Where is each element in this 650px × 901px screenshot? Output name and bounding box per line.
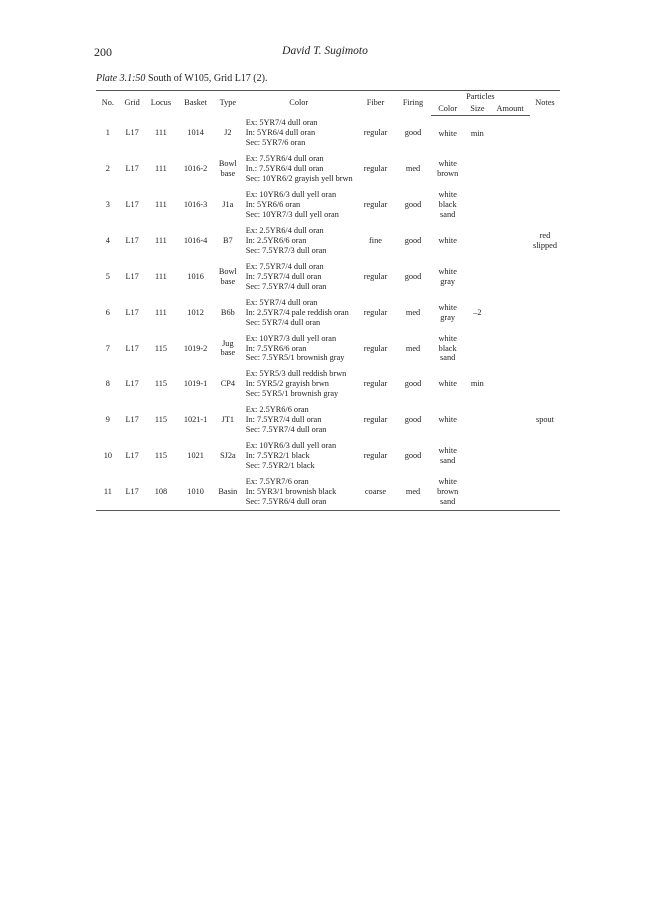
cell-particles-size bbox=[465, 474, 491, 510]
cell-particles-amount bbox=[490, 151, 530, 187]
cell-firing: med bbox=[405, 307, 421, 317]
cell-particles-color-line: brown bbox=[437, 169, 459, 179]
cell-type-lines bbox=[217, 267, 239, 287]
cell-color-line: Ex: 5YR5/3 dull reddish brwn bbox=[245, 369, 347, 379]
cell-fiber: regular bbox=[363, 379, 388, 389]
cell-color-line: Sec: 10YR6/2 grayish yell brwn bbox=[245, 174, 353, 184]
cell-type bbox=[214, 259, 242, 295]
cell-particles-color-line: sand bbox=[440, 496, 456, 506]
cell-color-lines bbox=[246, 118, 353, 148]
cell-particles-color-line: white bbox=[438, 302, 457, 312]
cell-color-line: Ex: 7.5YR7/4 dull oran bbox=[245, 261, 324, 271]
cell-particles-color-line: black bbox=[438, 200, 457, 210]
header-color: Color bbox=[242, 91, 356, 116]
cell-notes bbox=[530, 438, 560, 474]
cell-particles-color-line: brown bbox=[437, 486, 459, 496]
plate-caption bbox=[96, 73, 267, 84]
cell-particles-size: min bbox=[470, 379, 484, 389]
cell-color-lines bbox=[246, 154, 353, 184]
cell-color-lines bbox=[246, 477, 353, 507]
cell-notes-line: slipped bbox=[533, 240, 557, 250]
table-row bbox=[96, 474, 560, 510]
cell-type-line: base bbox=[220, 276, 236, 286]
cell-type-lines bbox=[217, 159, 239, 179]
cell-particles-color bbox=[431, 187, 465, 223]
cell-color-lines bbox=[246, 298, 353, 328]
cell-color-line: In: 7.5YR7/4 dull oran bbox=[245, 415, 322, 425]
cell-particles-color-line: white bbox=[438, 235, 457, 245]
table-row bbox=[96, 295, 560, 331]
cell-color-line: Sec: 7.5YR6/4 dull oran bbox=[245, 496, 327, 506]
cell-particles-color-lines bbox=[434, 379, 462, 389]
cell-color-lines bbox=[246, 441, 353, 471]
cell-color-line: In: 5YR5/2 grayish brwn bbox=[245, 379, 329, 389]
running-head: David T. Sugimoto bbox=[282, 45, 368, 57]
cell-basket: 1021-1 bbox=[183, 415, 208, 425]
header-particles: Particles bbox=[431, 91, 530, 103]
cell-type-lines bbox=[217, 128, 239, 138]
cell-color bbox=[242, 259, 356, 295]
cell-particles-color-lines bbox=[434, 236, 462, 246]
cell-no: 2 bbox=[105, 164, 110, 174]
cell-particles-color-line: white bbox=[438, 477, 457, 486]
cell-type bbox=[214, 223, 242, 259]
cell-color-line: Ex: 5YR7/4 dull oran bbox=[245, 297, 318, 307]
cell-type bbox=[214, 295, 242, 331]
cell-firing: good bbox=[404, 451, 422, 461]
table-row bbox=[96, 187, 560, 223]
cell-particles-amount bbox=[490, 438, 530, 474]
cell-fiber: regular bbox=[363, 451, 388, 461]
cell-fiber: regular bbox=[363, 128, 388, 138]
cell-grid: L17 bbox=[125, 415, 139, 425]
cell-particles-amount bbox=[490, 115, 530, 151]
cell-particles-size bbox=[465, 151, 491, 187]
cell-locus: 115 bbox=[154, 451, 167, 461]
table-row bbox=[96, 115, 560, 151]
cell-type-line: SJ2a bbox=[219, 451, 236, 461]
cell-no: 10 bbox=[103, 451, 113, 461]
cell-particles-size bbox=[465, 402, 491, 438]
cell-particles-color-line: sand bbox=[440, 210, 456, 220]
cell-type-line: Basin bbox=[218, 486, 238, 496]
cell-color-lines bbox=[246, 369, 353, 399]
plate-caption-text: South of W105, Grid L17 (2). bbox=[145, 73, 268, 84]
table-row bbox=[96, 151, 560, 187]
cell-particles-color bbox=[431, 295, 465, 331]
cell-grid: L17 bbox=[125, 271, 139, 281]
cell-fiber: regular bbox=[363, 200, 388, 210]
cell-notes bbox=[530, 259, 560, 295]
cell-particles-size: min bbox=[470, 128, 484, 138]
cell-locus: 115 bbox=[154, 415, 167, 425]
cell-particles-color-lines bbox=[434, 334, 462, 364]
cell-no: 7 bbox=[105, 343, 110, 353]
cell-particles-amount bbox=[490, 474, 530, 510]
header-particles-amount: Amount bbox=[490, 103, 530, 115]
cell-particles-color-lines bbox=[434, 267, 462, 287]
header-no: No. bbox=[96, 91, 120, 116]
cell-fiber: regular bbox=[363, 307, 388, 317]
cell-no: 5 bbox=[105, 271, 110, 281]
cell-color-line: Sec: 10YR7/3 dull yell oran bbox=[245, 210, 339, 220]
cell-fiber: fine bbox=[369, 235, 382, 245]
cell-color-line: In.: 7.5YR6/4 dull oran bbox=[245, 164, 324, 174]
cell-type-line: base bbox=[220, 348, 236, 358]
cell-type-lines bbox=[217, 379, 239, 389]
pottery-table bbox=[96, 90, 560, 511]
cell-type-lines bbox=[217, 236, 239, 246]
cell-type-line: CP4 bbox=[220, 379, 235, 389]
cell-type-line: B7 bbox=[222, 235, 233, 245]
table-row bbox=[96, 402, 560, 438]
cell-notes bbox=[530, 187, 560, 223]
table-row bbox=[96, 366, 560, 402]
cell-particles-size bbox=[465, 223, 491, 259]
cell-color-line: In: 5YR3/1 brownish black bbox=[245, 486, 337, 496]
cell-particles-color bbox=[431, 259, 465, 295]
cell-color bbox=[242, 331, 356, 367]
cell-color-line: In: 7.5YR6/6 oran bbox=[245, 343, 307, 353]
cell-basket: 1019-2 bbox=[183, 343, 208, 353]
cell-firing: good bbox=[404, 128, 422, 138]
cell-type bbox=[214, 187, 242, 223]
header-firing: Firing bbox=[395, 91, 431, 116]
cell-particles-color bbox=[431, 331, 465, 367]
cell-color bbox=[242, 474, 356, 510]
cell-color-line: Sec: 5YR7/4 dull oran bbox=[245, 317, 321, 327]
cell-color-line: In: 5YR6/6 oran bbox=[245, 200, 301, 210]
cell-color-line: Ex: 7.5YR6/4 dull oran bbox=[245, 154, 324, 164]
cell-particles-color-line: white bbox=[438, 333, 457, 343]
cell-particles-color bbox=[431, 151, 465, 187]
cell-firing: med bbox=[405, 164, 421, 174]
cell-no: 9 bbox=[105, 415, 110, 425]
cell-firing: good bbox=[404, 200, 422, 210]
header-basket: Basket bbox=[177, 91, 214, 116]
cell-notes bbox=[530, 295, 560, 331]
cell-particles-amount bbox=[490, 331, 530, 367]
cell-type bbox=[214, 331, 242, 367]
cell-no: 1 bbox=[105, 128, 110, 138]
cell-color-line: Sec: 7.5YR2/1 black bbox=[245, 461, 315, 471]
cell-firing: med bbox=[405, 343, 421, 353]
cell-notes-lines bbox=[533, 415, 557, 425]
cell-notes bbox=[530, 115, 560, 151]
cell-color-line: Ex: 10YR7/3 dull yell oran bbox=[245, 333, 337, 343]
cell-basket: 1016-2 bbox=[183, 164, 208, 174]
cell-color-line: Sec: 7.5YR7/4 dull oran bbox=[245, 281, 327, 291]
cell-color bbox=[242, 115, 356, 151]
cell-particles-color-lines bbox=[434, 477, 462, 507]
cell-type-line: JT1 bbox=[221, 415, 235, 425]
cell-notes bbox=[530, 402, 560, 438]
cell-particles-color-line: white bbox=[438, 159, 457, 169]
cell-particles-color-lines bbox=[434, 415, 462, 425]
cell-particles-color-line: black bbox=[438, 343, 457, 353]
cell-notes bbox=[530, 223, 560, 259]
cell-color bbox=[242, 366, 356, 402]
cell-particles-size bbox=[465, 187, 491, 223]
cell-color-lines bbox=[246, 405, 353, 435]
cell-grid: L17 bbox=[125, 164, 139, 174]
cell-color-line: Sec: 7.5YR5/1 brownish gray bbox=[245, 353, 345, 363]
cell-color-line: In: 2.5YR7/4 pale reddish oran bbox=[245, 307, 349, 317]
cell-particles-color-line: white bbox=[438, 190, 457, 200]
cell-type-line: Jug bbox=[222, 338, 234, 348]
cell-color-line: Sec: 7.5YR7/3 dull oran bbox=[245, 245, 327, 255]
cell-locus: 115 bbox=[154, 343, 167, 353]
cell-locus: 115 bbox=[154, 379, 167, 389]
cell-particles-color-line: white bbox=[438, 446, 457, 456]
cell-basket: 1012 bbox=[187, 307, 204, 317]
cell-particles-size bbox=[465, 331, 491, 367]
cell-color bbox=[242, 402, 356, 438]
header-particles-color: Color bbox=[431, 103, 465, 115]
cell-particles-color bbox=[431, 474, 465, 510]
cell-particles-color bbox=[431, 115, 465, 151]
header-grid: Grid bbox=[120, 91, 145, 116]
cell-fiber: regular bbox=[363, 271, 388, 281]
cell-grid: L17 bbox=[125, 235, 139, 245]
cell-color-line: Ex: 5YR7/4 dull oran bbox=[245, 118, 318, 128]
cell-color-line: In: 7.5YR2/1 black bbox=[245, 451, 310, 461]
table-row bbox=[96, 259, 560, 295]
cell-locus: 111 bbox=[155, 164, 167, 174]
cell-type-line: base bbox=[220, 169, 236, 179]
cell-type bbox=[214, 115, 242, 151]
cell-locus: 111 bbox=[155, 271, 167, 281]
cell-grid: L17 bbox=[125, 307, 139, 317]
cell-type-line: Bowl bbox=[218, 266, 237, 276]
cell-basket: 1014 bbox=[187, 128, 204, 138]
page-number: 200 bbox=[94, 45, 112, 59]
cell-color bbox=[242, 223, 356, 259]
cell-basket: 1010 bbox=[177, 474, 214, 510]
cell-notes-lines bbox=[533, 231, 557, 251]
cell-color-line: Ex: 10YR6/3 dull yell oran bbox=[245, 441, 337, 451]
cell-type bbox=[214, 402, 242, 438]
cell-type-line: B6b bbox=[220, 307, 235, 317]
cell-particles-size: –2 bbox=[473, 307, 482, 317]
cell-particles-color-line: white bbox=[438, 128, 457, 138]
cell-type-lines bbox=[217, 308, 239, 318]
cell-particles-amount bbox=[490, 295, 530, 331]
cell-particles-color bbox=[431, 438, 465, 474]
cell-firing: good bbox=[404, 415, 422, 425]
cell-notes-line: red bbox=[539, 230, 551, 240]
header-particles-size: Size bbox=[465, 103, 491, 115]
cell-locus: 111 bbox=[155, 307, 167, 317]
cell-notes bbox=[530, 151, 560, 187]
cell-basket: 1019-1 bbox=[183, 379, 208, 389]
cell-particles-color-line: sand bbox=[440, 456, 456, 466]
cell-no: 3 bbox=[105, 200, 110, 210]
cell-color-line: In: 7.5YR7/4 dull oran bbox=[245, 271, 322, 281]
cell-color-line: In: 2.5YR6/6 oran bbox=[245, 235, 307, 245]
cell-type bbox=[214, 366, 242, 402]
cell-type-lines bbox=[217, 487, 239, 497]
cell-color-line: In: 5YR6/4 dull oran bbox=[245, 128, 316, 138]
cell-locus: 111 bbox=[155, 235, 167, 245]
cell-color-line: Ex: 10YR6/3 dull yell oran bbox=[245, 190, 337, 200]
cell-color-line: Sec: 5YR5/1 brownish gray bbox=[245, 389, 339, 399]
cell-no: 11 bbox=[96, 474, 120, 510]
cell-firing: good bbox=[404, 235, 422, 245]
cell-type-lines bbox=[217, 339, 239, 359]
cell-color-line: Sec: 5YR7/6 oran bbox=[245, 138, 306, 148]
cell-type bbox=[214, 474, 242, 510]
cell-color bbox=[242, 438, 356, 474]
cell-particles-color-lines bbox=[434, 159, 462, 179]
cell-type-lines bbox=[217, 200, 239, 210]
cell-particles-color bbox=[431, 223, 465, 259]
cell-locus: 111 bbox=[155, 128, 167, 138]
cell-grid: L17 bbox=[125, 128, 139, 138]
cell-no: 4 bbox=[105, 235, 110, 245]
cell-particles-color-lines bbox=[434, 446, 462, 466]
header-type: Type bbox=[214, 91, 242, 116]
cell-particles-color-line: gray bbox=[440, 312, 456, 322]
cell-particles-color-line: white bbox=[438, 266, 457, 276]
cell-type-line: J2 bbox=[224, 128, 232, 138]
cell-firing: good bbox=[404, 379, 422, 389]
cell-color-lines bbox=[246, 334, 353, 364]
cell-color-lines bbox=[246, 262, 353, 292]
cell-fiber: regular bbox=[363, 164, 388, 174]
cell-particles-color-line: gray bbox=[440, 276, 456, 286]
cell-grid: L17 bbox=[125, 379, 139, 389]
cell-particles-size bbox=[465, 438, 491, 474]
cell-firing: med bbox=[395, 474, 431, 510]
cell-particles-amount bbox=[490, 366, 530, 402]
plate-id: Plate 3.1:50 bbox=[96, 73, 146, 84]
cell-firing: good bbox=[404, 271, 422, 281]
cell-color-line: Ex: 7.5YR7/6 oran bbox=[245, 477, 309, 486]
cell-no: 8 bbox=[105, 379, 110, 389]
table-row bbox=[96, 331, 560, 367]
cell-particles-color-line: white bbox=[438, 415, 457, 425]
cell-type bbox=[214, 438, 242, 474]
cell-particles-color bbox=[431, 402, 465, 438]
cell-color-line: Sec: 7.5YR7/4 dull oran bbox=[245, 425, 327, 435]
cell-particles-size bbox=[465, 259, 491, 295]
table-row bbox=[96, 438, 560, 474]
cell-particles-amount bbox=[490, 187, 530, 223]
cell-type-line: Bowl bbox=[218, 159, 237, 169]
cell-no: 6 bbox=[105, 307, 110, 317]
cell-basket: 1016-4 bbox=[183, 235, 208, 245]
cell-particles-color-line: sand bbox=[440, 353, 456, 363]
cell-basket: 1016-3 bbox=[183, 200, 208, 210]
cell-color bbox=[242, 187, 356, 223]
cell-notes bbox=[530, 331, 560, 367]
header-fiber: Fiber bbox=[356, 91, 396, 116]
cell-color-lines bbox=[246, 190, 353, 220]
cell-notes-line: spout bbox=[535, 415, 554, 425]
cell-particles-color-lines bbox=[434, 129, 462, 139]
table-row bbox=[96, 223, 560, 259]
cell-locus: 108 bbox=[145, 474, 178, 510]
cell-grid: L17 bbox=[125, 200, 139, 210]
cell-grid: L17 bbox=[125, 451, 139, 461]
cell-fiber: coarse bbox=[356, 474, 396, 510]
cell-fiber: regular bbox=[363, 415, 388, 425]
cell-color-line: Ex: 2.5YR6/4 dull oran bbox=[245, 225, 324, 235]
cell-color-line: Ex: 2.5YR6/6 oran bbox=[245, 405, 309, 415]
cell-color bbox=[242, 151, 356, 187]
table-body bbox=[96, 115, 560, 510]
cell-grid: L17 bbox=[125, 343, 139, 353]
cell-locus: 111 bbox=[155, 200, 167, 210]
cell-particles-amount bbox=[490, 259, 530, 295]
cell-basket: 1021 bbox=[187, 451, 204, 461]
cell-notes bbox=[530, 366, 560, 402]
header-locus: Locus bbox=[145, 91, 178, 116]
cell-basket: 1016 bbox=[187, 271, 204, 281]
cell-type-line: J1a bbox=[222, 200, 234, 210]
cell-particles-amount bbox=[490, 223, 530, 259]
cell-particles-amount bbox=[490, 402, 530, 438]
cell-particles-color-lines bbox=[434, 303, 462, 323]
cell-color bbox=[242, 295, 356, 331]
cell-color-lines bbox=[246, 226, 353, 256]
cell-particles-color-lines bbox=[434, 190, 462, 220]
cell-type bbox=[214, 151, 242, 187]
header-notes: Notes bbox=[530, 91, 560, 116]
cell-particles-color bbox=[431, 366, 465, 402]
cell-grid: L17 bbox=[120, 474, 145, 510]
cell-notes bbox=[530, 474, 560, 510]
cell-type-lines bbox=[217, 451, 239, 461]
cell-fiber: regular bbox=[363, 343, 388, 353]
cell-type-lines bbox=[217, 415, 239, 425]
cell-particles-color-line: white bbox=[438, 379, 457, 389]
